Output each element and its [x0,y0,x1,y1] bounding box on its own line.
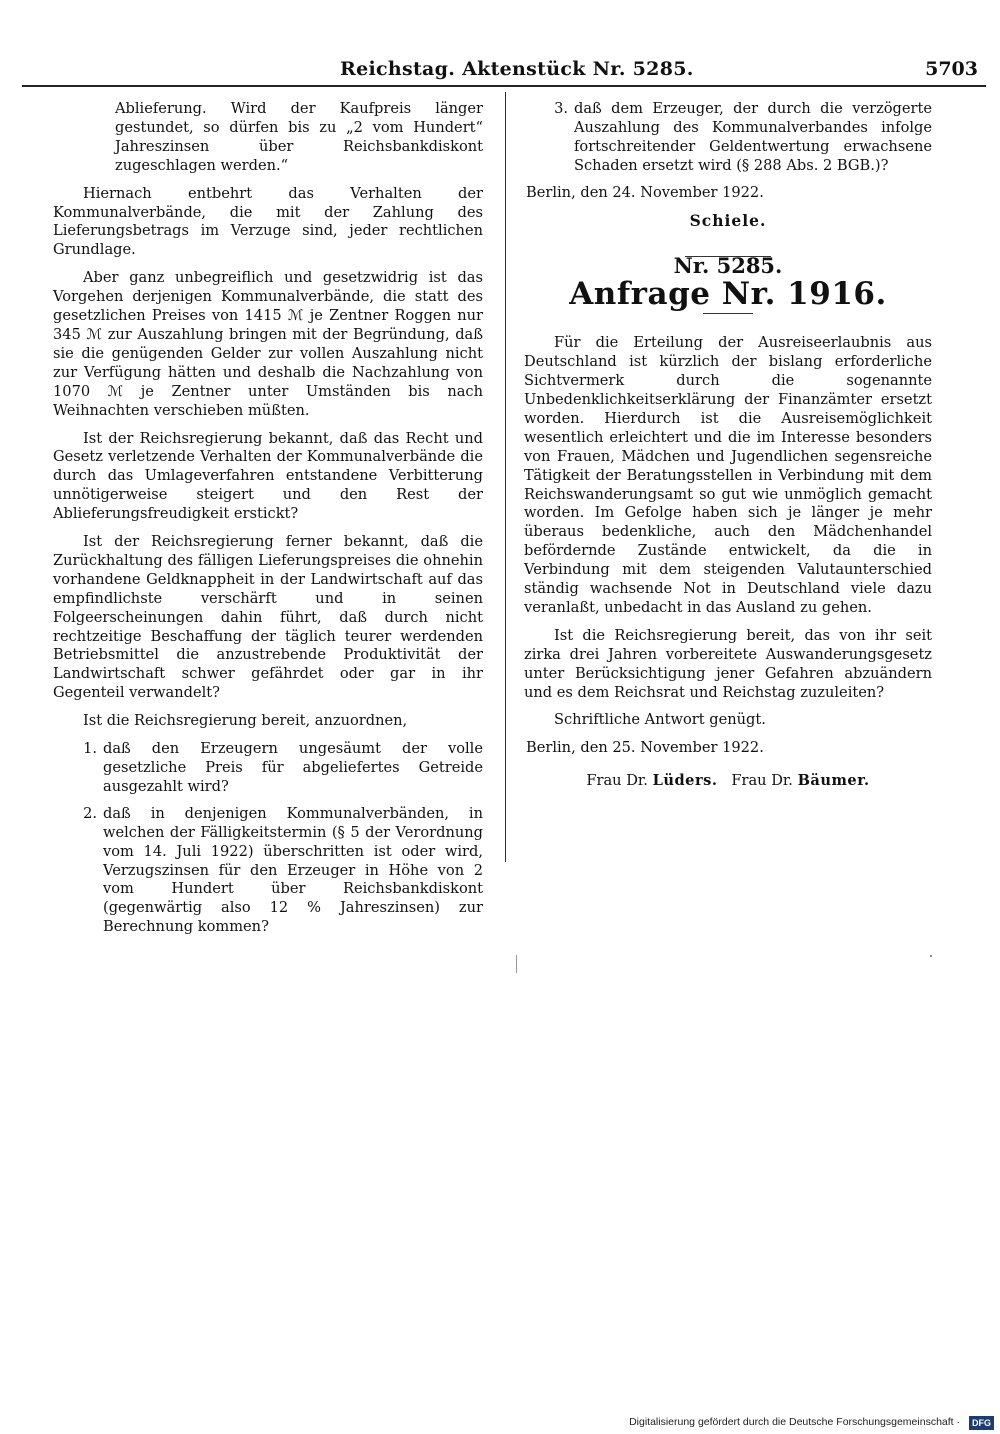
list-item-text: daß den Erzeugern ungesäumt der volle gesetzliche Preis für abgeliefertes Getreide ausgezahlt wird? [103,740,483,795]
scan-dot [930,955,932,957]
running-title: Reichstag. Aktenstück Nr. 5285. [340,58,694,80]
signer-prefix: Frau Dr. [731,772,793,790]
list-item [53,740,483,797]
signer-prefix: Frau Dr. [586,772,648,790]
signer-name-baeumer: Bäumer. [797,772,870,790]
scan-mark [516,955,523,973]
right-column [524,100,932,800]
signatories [524,772,932,791]
list-item-text: daß in denjenigen Kommunalverbänden, in welchen der Fälligkeitstermin (§ 5 der Verordnung vom 14. Juli 1922) überschritten ist oder wird, Verzugszinsen für den Erzeuger in Höhe von 2 vom Hundert über Reichsbankdiskont (gegenwärtig also 12 % Jahreszinsen) zur Berechnung kommen? [103,804,483,936]
page-header [22,58,986,84]
signature-schiele: Schiele. [689,210,767,230]
paragraph: Für die Erteilung der Ausreiseerlaubnis aus Deutschland ist kürzlich der bislang erforderliche Sichtvermerk durch die sogenannte Unbedenklichkeitserklärung der Finanzämter ersetzt worden. Hierdurch ist die Ausreisemöglichkeit wesentlich erleichtert und die im Interesse besonders von Frauen, Mädchen und Jugendlichen segensreiche Tätigkeit der Beratungsstellen in Verbindung mit dem Reichswanderungsamt so gut wie unmöglich gemacht worden. Im Gefolge haben sich je länger je mehr überaus bedenkliche, auch den Mädchenhandel befördernde Zustände entwickelt, da die in Verbindung mit dem steigenden Valutaunterschied ständig wachsende Not in Deutschland viele dazu veranlaßt, unbedacht in das Ausland zu gehen. [524,334,932,616]
list-item-number: 2. [83,804,97,822]
date-line: Berlin, den 24. November 1922. [526,183,764,201]
page-number: 5703 [925,58,978,80]
list-item-number: 3. [554,100,568,117]
paragraph: Hiernach entbehrt das Verhalten der Kommunalverbände, die mit der Zahlung des Lieferungsbetrags im Verzuge sind, jeder rechtlichen Grundlage. [53,184,483,259]
list-item-number: 1. [83,740,97,758]
dfg-logo: DFG [969,1416,994,1430]
list-item-text: daß dem Erzeuger, der durch die verzögerte Auszahlung des Kommunalverbandes infolge fortschreitender Geldentwertung erwachsene Schaden ersetzt wird (§ 288 Abs. 2 BGB.)? [574,100,932,174]
digitization-credit: Digitalisierung gefördert durch die Deutsche Forschungsgemeinschaft · [629,1416,960,1428]
signer-name-lueders: Lüders. [652,772,718,790]
header-rule [22,85,986,87]
heading-rule [703,313,753,314]
paragraph: Aber ganz unbegreiflich und gesetzwidrig ist das Vorgehen derjenigen Kommunalverbände, die statt des gesetzlichen Preises von 1415 ℳ je Zentner Roggen nur 345 ℳ zur Auszahlung bringen mit der Begründung, daß sie die genügenden Gelder zur vollen Auszahlung nicht zur Verfügung hätten und deshalb die Nachzahlung von 1070 ℳ je Zentner unter Umständen bis nach Weihnachten verschieben müßten. [53,269,483,419]
column-divider [505,92,506,862]
paragraph: Ist der Reichsregierung bekannt, daß das Recht und Gesetz verletzende Verhalten der Kommunalverbände die durch das Umlageverfahren entstandene Verbitterung unnötigerweise steigert und den Rest der Ablieferungsfreudigkeit erstickt? [53,429,483,523]
quote-continuation: Ablieferung. Wird der Kaufpreis länger gestundet, so dürfen bis zu „2 vom Hundert“ Jahreszinsen über Reichsbankdiskont zugeschlagen werden.“ [115,100,483,174]
left-column [53,100,483,945]
paragraph: Ist die Reichsregierung bereit, das von ihr seit zirka drei Jahren vorbereitete Auswanderungsgesetz unter Berücksichtigung jener Gefahren abzuändern und es dem Reichsrat und Reichstag zuzuleiten? [524,626,932,701]
list-item [524,100,932,176]
paragraph: Ist der Reichsregierung ferner bekannt, daß die Zurückhaltung des fälligen Lieferungspreises die ohnehin vorhandene Geldknappheit in der Landwirtschaft auf das empfindlichste verschärft und in seinen Folgeerscheinungen dahin führt, daß durch nicht rechtzeitige Beschaffung der täglich teurer werdenden Betriebsmittel die anzustrebende Produktivität der Landwirtschaft schwer gefährdet oder gar in ihr Gegenteil verwandelt? [53,533,483,702]
document-number: Nr. 5285. [673,253,783,279]
paragraph: Schriftliche Antwort genügt. [554,711,766,729]
inquiry-heading: Anfrage Nr. 1916. [569,276,887,313]
date-line: Berlin, den 25. November 1922. [526,739,764,757]
list-item [53,805,483,937]
paragraph: Ist die Reichsregierung bereit, anzuordnen, [83,712,408,730]
